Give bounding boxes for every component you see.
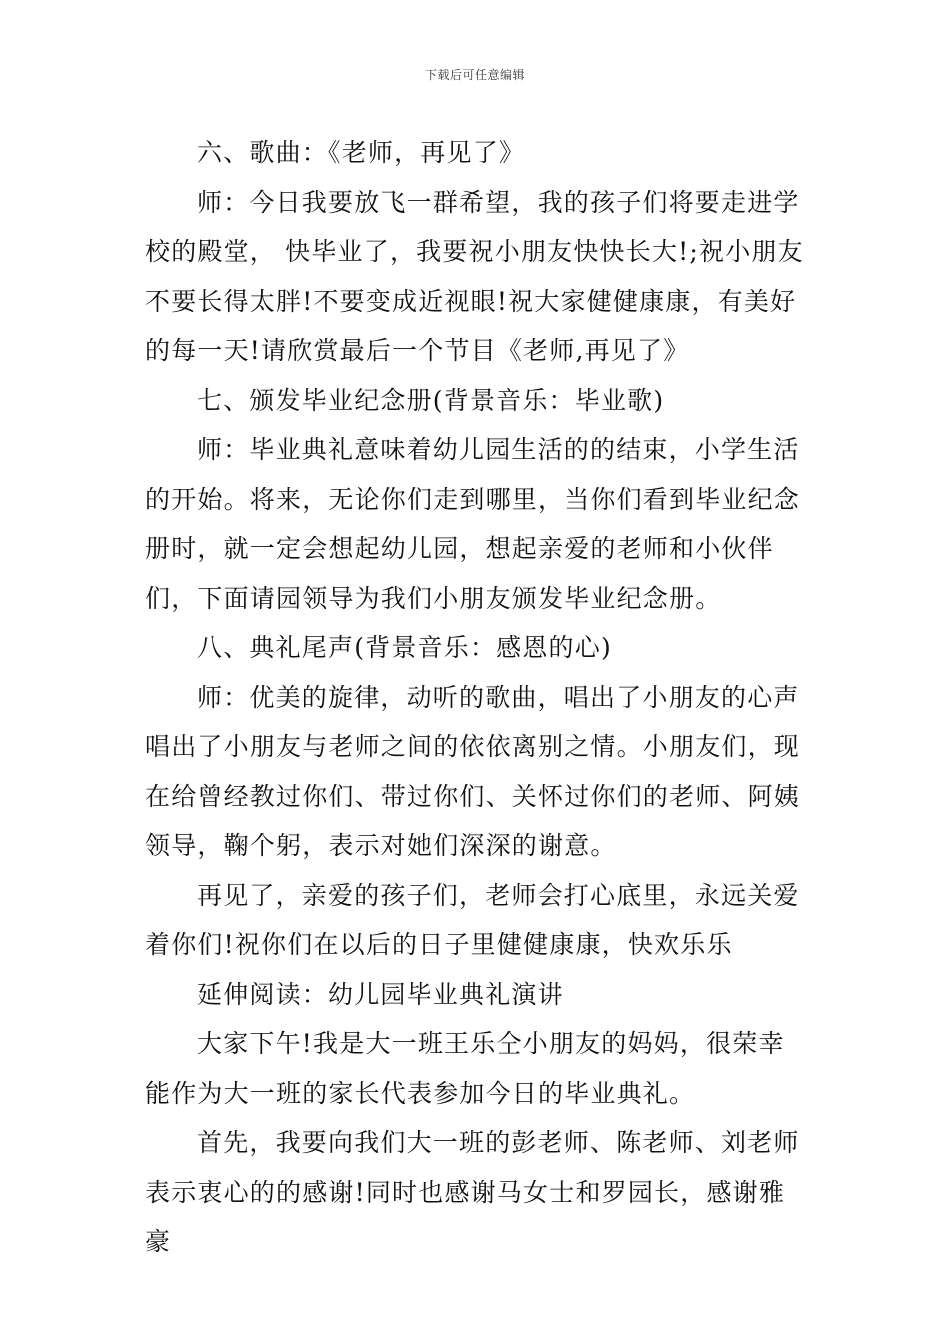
paragraph-parent-thanks: 首先，我要向我们大一班的彭老师、陈老师、刘老师表示衷心的的感谢!同时也感谢马女士和罗园长，感谢雅豪 <box>145 1128 800 1256</box>
paragraph-farewell: 再见了，亲爱的孩子们，老师会打心底里，永远关爱着你们!祝你们在以后的日子里健健康康，快欢乐乐 <box>145 880 800 959</box>
paragraph-teacher-wishes: 师：今日我要放飞一群希望，我的孩子们将要走进学校的殿堂， 快毕业了，我要祝小朋友快快长大!;祝小朋友不要长得太胖!不要变成近视眼!祝大家健健康康，有美好的每一天!请欣赏最后一个节目《老师,再见了》 <box>145 187 804 365</box>
page-header: 下载后可任意编辑 <box>424 68 525 82</box>
paragraph-teacher-ending: 师：优美的旋律，动听的歌曲，唱出了小朋友的心声唱出了小朋友与老师之间的依依离别之情。小朋友们，现在给曾经教过你们、带过你们、关怀过你们的老师、阿姨领导，鞠个躬，表示对她们深深的谢意。 <box>145 682 801 860</box>
heading-song: 六、歌曲：《老师，再见了》 <box>197 138 526 167</box>
heading-yearbook: 七、颁发毕业纪念册(背景音乐：毕业歌) <box>197 385 665 415</box>
document-body <box>145 128 810 1267</box>
heading-extended-reading: 延伸阅读：幼儿园毕业典礼演讲 <box>197 979 564 1009</box>
heading-ending: 八、典礼尾声(背景音乐：感恩的心) <box>197 633 612 662</box>
paragraph-parent-intro: 大家下午!我是大一班王乐仝小朋友的妈妈，很荣幸能作为大一班的家长代表参加今日的毕业典礼。 <box>145 1029 785 1108</box>
paragraph-teacher-yearbook: 师：毕业典礼意味着幼儿园生活的的结束，小学生活的开始。将来，无论你们走到哪里，当你们看到毕业纪念册时，就一定会想起幼儿园，想起亲爱的老师和小伙伴们，下面请园领导为我们小朋友颁发毕业纪念册。 <box>145 435 801 613</box>
